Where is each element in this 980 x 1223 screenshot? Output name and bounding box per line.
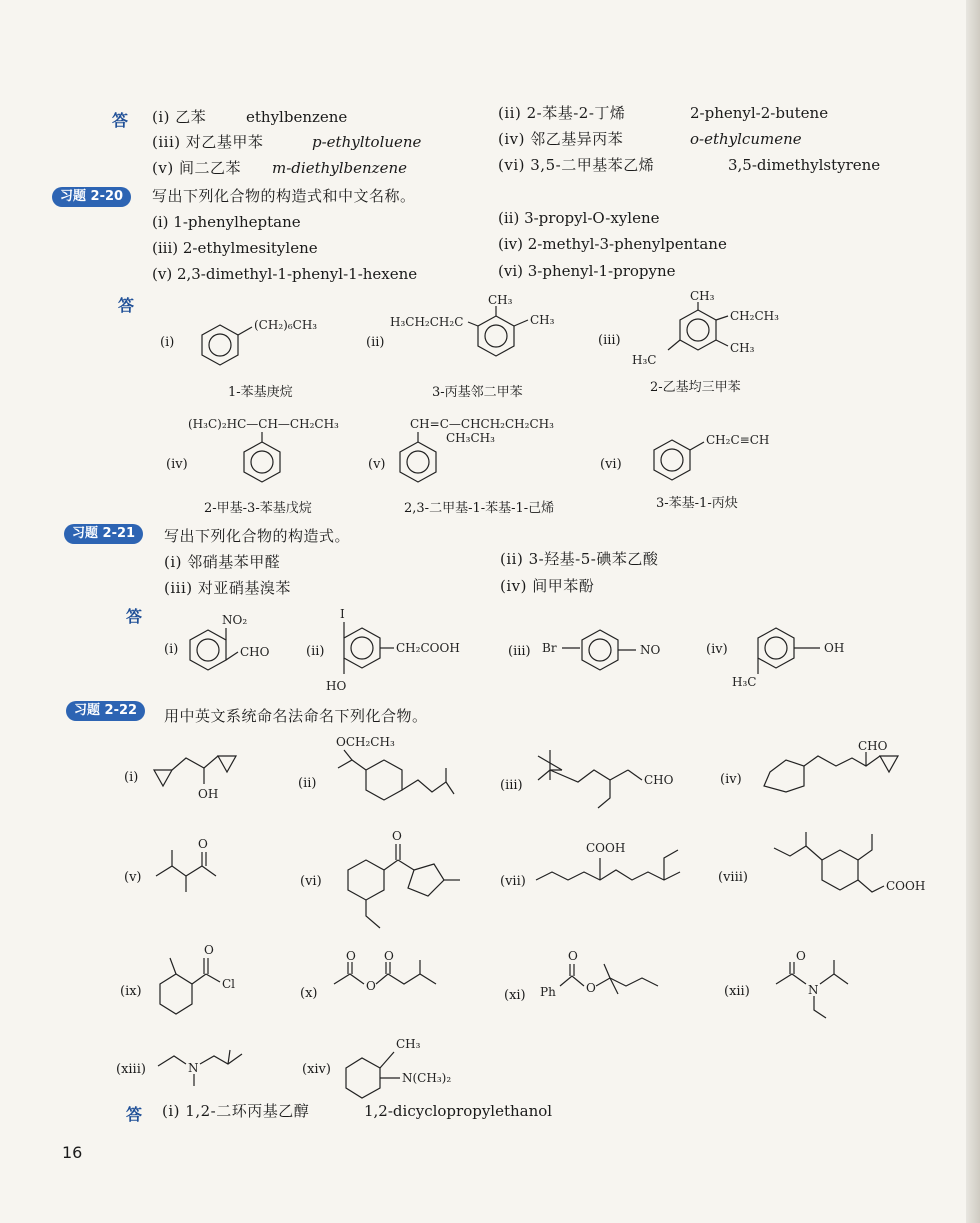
en-name: p-ethyltoluene bbox=[312, 133, 422, 151]
structure-caption: 3-苯基-1-丙炔 bbox=[656, 496, 738, 511]
book-spine-shadow bbox=[966, 0, 980, 1223]
question-item: (i) 1-phenylheptane bbox=[152, 213, 301, 231]
group-label: H₃C bbox=[732, 675, 757, 689]
structure-label: (iv) bbox=[720, 772, 742, 787]
group-label: CHO bbox=[240, 645, 270, 659]
en-name: ethylbenzene bbox=[246, 108, 348, 126]
structure-3-phenyl-1-propyne bbox=[650, 426, 800, 486]
structure-i bbox=[148, 746, 278, 816]
item-label: (i) bbox=[152, 108, 171, 126]
group-label: O bbox=[198, 837, 208, 851]
group-label: N(CH₃)₂ bbox=[402, 1071, 452, 1085]
group-label: O bbox=[796, 949, 806, 963]
structure-vii bbox=[532, 836, 702, 906]
structure-label: (ii) bbox=[306, 644, 325, 659]
group-label: OH bbox=[198, 787, 219, 801]
group-label: CH₃ bbox=[530, 313, 555, 327]
answer-line bbox=[152, 133, 263, 151]
group-label: CHO bbox=[644, 773, 674, 787]
structure-2-ethylmesitylene bbox=[628, 290, 798, 370]
structure-viii bbox=[770, 830, 950, 930]
structure-label: (ix) bbox=[120, 984, 142, 999]
problem-badge-2-21: 习题 2-21 bbox=[64, 524, 143, 544]
answer-mark: 答 bbox=[126, 607, 143, 626]
structure-label: (viii) bbox=[718, 870, 748, 885]
structure-label: (xi) bbox=[504, 988, 526, 1003]
item-label: (iii) bbox=[152, 133, 181, 151]
structure-xii bbox=[770, 950, 880, 1030]
question-item: (iv) 2-methyl-3-phenylpentane bbox=[498, 235, 727, 253]
item-label: (iv) bbox=[498, 130, 525, 148]
structure-xiii bbox=[154, 1040, 264, 1100]
structure-v bbox=[150, 832, 250, 902]
group-label: Cl bbox=[222, 977, 236, 991]
en-name: o-ethylcumene bbox=[690, 130, 802, 148]
en-name: m-diethylbenzene bbox=[272, 159, 407, 177]
structure-label: (iii) bbox=[508, 644, 531, 659]
structure-iii bbox=[528, 740, 688, 820]
structure-ix bbox=[154, 940, 254, 1020]
cn-name: 间二乙苯 bbox=[178, 159, 241, 177]
structure-label: (iii) bbox=[500, 778, 523, 793]
structure-label: (ii) bbox=[298, 776, 317, 791]
structure-xiv bbox=[338, 1020, 488, 1100]
group-label: OCH₂CH₃ bbox=[336, 735, 395, 749]
group-label: H₃CH₂CH₂C bbox=[390, 315, 464, 329]
group-label: CH₂COOH bbox=[396, 641, 460, 655]
structure-label: (iv) bbox=[166, 457, 188, 472]
group-label: N bbox=[808, 983, 819, 997]
answer-line bbox=[498, 130, 623, 148]
group-label: HO bbox=[326, 679, 347, 693]
structure-label: (i) bbox=[124, 770, 139, 785]
cn-name: 乙苯 bbox=[175, 108, 207, 126]
answer-line bbox=[162, 1102, 309, 1120]
structure-xi bbox=[538, 950, 698, 1010]
group-label: Br bbox=[542, 641, 557, 655]
group-label: CH₃ bbox=[690, 289, 715, 303]
structure-vi bbox=[328, 830, 468, 940]
group-label: O bbox=[384, 949, 394, 963]
structure-label: (xiii) bbox=[116, 1062, 146, 1077]
en-name: 1,2-dicyclopropylethanol bbox=[364, 1102, 553, 1120]
group-label: COOH bbox=[886, 879, 926, 893]
group-label: CH=C—CHCH₂CH₂CH₃ bbox=[410, 417, 554, 431]
group-label: COOH bbox=[586, 841, 626, 855]
answer-line bbox=[498, 104, 625, 122]
structure-dimethyl-phenyl-hexene bbox=[394, 414, 584, 494]
structure-label: (iii) bbox=[598, 333, 621, 348]
group-label: CH₃ bbox=[488, 293, 513, 307]
answer-mark: 答 bbox=[112, 111, 129, 130]
cn-name: 3,5-二甲基苯乙烯 bbox=[530, 156, 655, 174]
group-label: (CH₂)₆CH₃ bbox=[254, 318, 318, 332]
item-label: (v) bbox=[152, 159, 174, 177]
structure-label: (vi) bbox=[300, 874, 322, 889]
group-label: NO₂ bbox=[222, 613, 248, 627]
en-name: 3,5-dimethylstyrene bbox=[728, 156, 881, 174]
group-label: OH bbox=[824, 641, 845, 655]
answer-mark: 答 bbox=[118, 296, 135, 315]
question-text: 写出下列化合物的构造式和中文名称。 bbox=[152, 187, 416, 205]
structure-caption: 1-苯基庚烷 bbox=[228, 385, 293, 400]
group-label: CH₃CH₃ bbox=[446, 431, 495, 445]
question-item: (iii) 2-ethylmesitylene bbox=[152, 239, 318, 257]
answer-line bbox=[498, 156, 654, 174]
cn-name: 对乙基甲苯 bbox=[185, 133, 264, 151]
question-item: (i) 邻硝基苯甲醛 bbox=[164, 553, 281, 571]
structure-caption: 2-乙基均三甲苯 bbox=[650, 380, 741, 395]
cn-name: 2-苯基-2-丁烯 bbox=[526, 104, 626, 122]
structure-iv bbox=[756, 736, 946, 806]
group-label: O bbox=[568, 949, 578, 963]
cn-name: 邻乙基异丙苯 bbox=[530, 130, 624, 148]
group-label: CH₃ bbox=[730, 341, 755, 355]
structure-3-propyl-o-xylene bbox=[388, 290, 568, 380]
group-label: H₃C bbox=[632, 353, 657, 367]
question-item: (vi) 3-phenyl-1-propyne bbox=[498, 262, 676, 280]
structure-label: (vi) bbox=[600, 457, 622, 472]
group-label: Ph bbox=[540, 985, 556, 999]
group-label: CH₃ bbox=[396, 1037, 421, 1051]
structure-m-cresol bbox=[730, 612, 870, 692]
structure-caption: 3-丙基邻二甲苯 bbox=[432, 385, 523, 400]
group-label: CH₂C≡CH bbox=[706, 433, 770, 447]
structure-label: (v) bbox=[368, 457, 386, 472]
structure-label: (i) bbox=[164, 642, 179, 657]
structure-label: (x) bbox=[300, 986, 318, 1001]
structure-o-nitrobenzaldehyde bbox=[184, 610, 284, 680]
item-label: (ii) bbox=[498, 104, 522, 122]
structure-label: (iv) bbox=[706, 642, 728, 657]
structure-label: (xiv) bbox=[302, 1062, 331, 1077]
question-item: (iv) 间甲苯酚 bbox=[500, 577, 595, 595]
group-label: I bbox=[340, 607, 345, 621]
item-label: (vi) bbox=[498, 156, 525, 174]
structure-label: (v) bbox=[124, 870, 142, 885]
structure-label: (xii) bbox=[724, 984, 750, 999]
answer-line bbox=[152, 108, 206, 126]
group-label: (H₃C)₂HC—CH—CH₂CH₃ bbox=[188, 417, 339, 431]
structure-p-nitrosobromobenzene bbox=[540, 622, 680, 678]
answer-mark: 答 bbox=[126, 1105, 143, 1124]
group-label: NO bbox=[640, 643, 661, 657]
group-label: CH₂CH₃ bbox=[730, 309, 779, 323]
structure-label: (ii) bbox=[366, 335, 385, 350]
group-label: O bbox=[366, 979, 376, 993]
structure-caption: 2,3-二甲基-1-苯基-1-己烯 bbox=[404, 501, 555, 516]
problem-badge-2-22: 习题 2-22 bbox=[66, 701, 145, 721]
structure-1-phenylheptane bbox=[198, 315, 338, 375]
en-name: 2-phenyl-2-butene bbox=[690, 104, 829, 122]
question-item: (ii) 3-propyl-O-xylene bbox=[498, 209, 660, 227]
group-label: O bbox=[392, 829, 402, 843]
question-text: 用中英文系统命名法命名下列化合物。 bbox=[164, 707, 428, 725]
answer-line bbox=[152, 159, 241, 177]
page-number: 16 bbox=[62, 1143, 83, 1162]
structure-label: (vii) bbox=[500, 874, 526, 889]
group-label: N bbox=[188, 1061, 199, 1075]
structure-2-methyl-3-phenylpentane bbox=[186, 414, 366, 494]
structure-x bbox=[328, 950, 458, 1010]
group-label: CHO bbox=[858, 739, 888, 753]
structure-hydroxy-iodophenylacetic-acid bbox=[326, 594, 476, 694]
question-item: (ii) 3-羟基-5-碘苯乙酸 bbox=[500, 550, 659, 568]
problem-badge-2-20: 习题 2-20 bbox=[52, 187, 131, 207]
item-label: (i) bbox=[162, 1102, 181, 1120]
question-item: (v) 2,3-dimethyl-1-phenyl-1-hexene bbox=[152, 265, 418, 283]
group-label: O bbox=[346, 949, 356, 963]
group-label: O bbox=[586, 981, 596, 995]
group-label: O bbox=[204, 943, 214, 957]
structure-caption: 2-甲基-3-苯基戊烷 bbox=[204, 501, 312, 516]
question-text: 写出下列化合物的构造式。 bbox=[164, 527, 351, 545]
question-item: (iii) 对亚硝基溴苯 bbox=[164, 579, 291, 597]
cn-name: 1,2-二环丙基乙醇 bbox=[185, 1102, 310, 1120]
structure-ii bbox=[322, 730, 482, 830]
structure-label: (i) bbox=[160, 335, 175, 350]
